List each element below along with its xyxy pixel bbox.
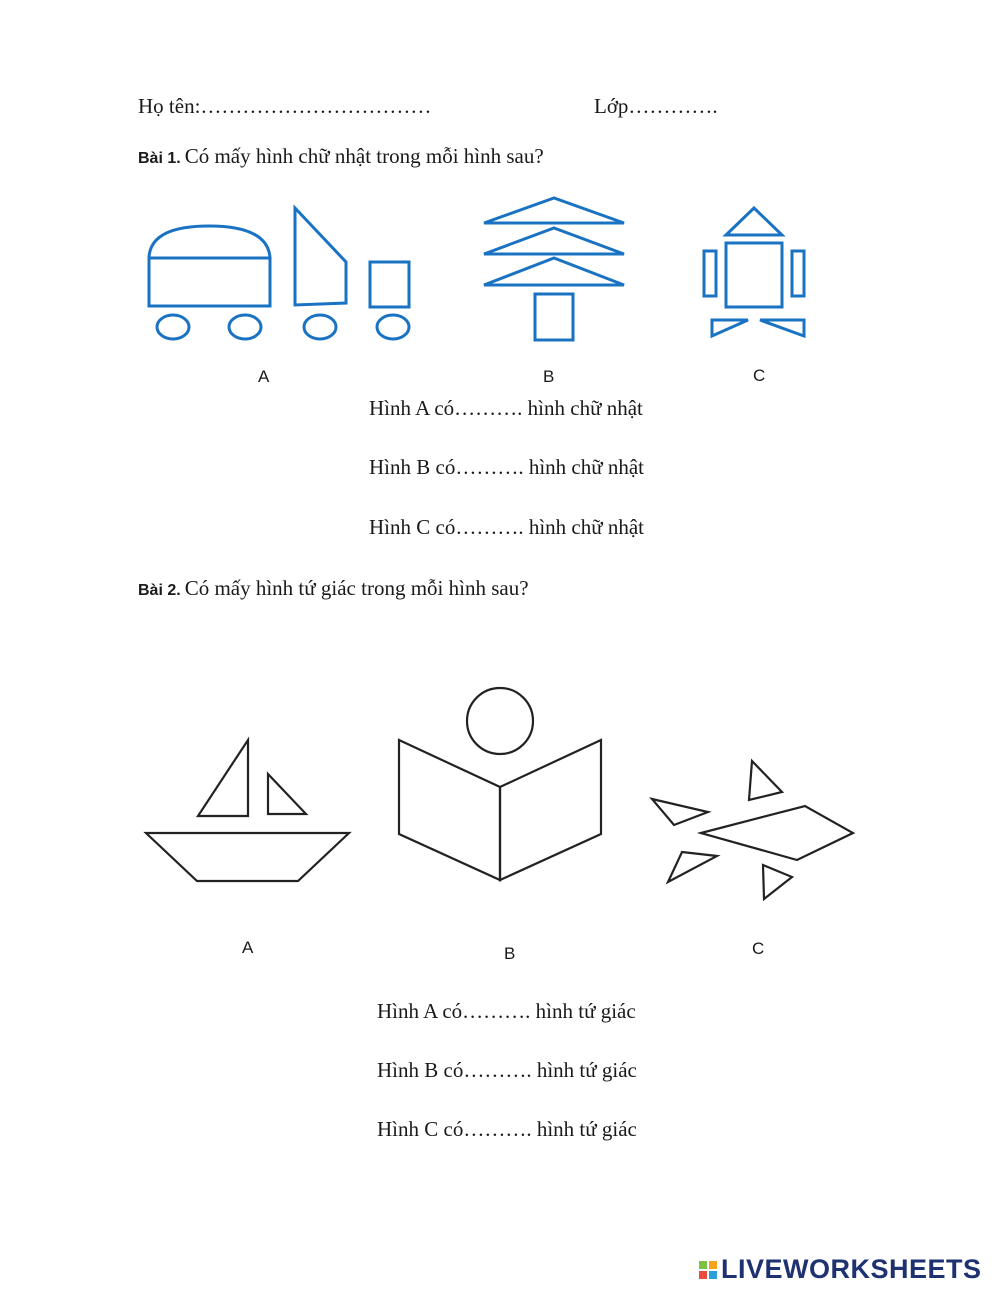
logo-blocks-icon xyxy=(698,1260,718,1280)
bird-triangle xyxy=(763,865,792,899)
rocket-fin xyxy=(712,320,748,336)
exercise1-question: Có mấy hình chữ nhật trong mỗi hình sau? xyxy=(184,144,544,168)
wheel xyxy=(377,315,409,339)
rocket-side-rect xyxy=(792,251,804,296)
ex1-label-a: A xyxy=(258,367,270,386)
logo-text: LIVEWORKSHEETS xyxy=(721,1254,982,1284)
exercise2-question: Có mấy hình tứ giác trong mỗi hình sau? xyxy=(184,576,529,600)
bird-triangle xyxy=(668,852,717,882)
tree-trunk-rect xyxy=(535,294,573,340)
truck-cab xyxy=(295,208,346,305)
truck-dome xyxy=(149,226,270,258)
ex2-figure-a xyxy=(146,740,349,881)
ex2-label-a: A xyxy=(242,938,254,957)
ex2-figure-c xyxy=(652,761,853,899)
bird-body-quad xyxy=(701,806,853,860)
head-circle xyxy=(467,688,533,754)
ex1-label-b: B xyxy=(543,367,555,386)
truck-body-rect xyxy=(149,258,270,306)
rocket-body-rect xyxy=(726,243,782,307)
truck-box-rect xyxy=(370,262,409,307)
ex1-answer-c[interactable]: Hình C có………. hình chữ nhật xyxy=(369,515,645,539)
wheel xyxy=(304,315,336,339)
student-name-field[interactable]: Họ tên:…………………………… xyxy=(138,94,432,118)
ex2-answer-b[interactable]: Hình B có………. hình tứ giác xyxy=(377,1058,637,1082)
ex1-label-c: C xyxy=(753,366,766,385)
exercise1-number: Bài 1. xyxy=(138,150,181,167)
tree-triangle xyxy=(484,198,624,223)
ex1-figure-b xyxy=(484,198,624,340)
sail-large xyxy=(198,740,248,816)
wheel xyxy=(157,315,189,339)
sail-small xyxy=(268,774,306,814)
rocket-side-rect xyxy=(704,251,716,296)
bird-triangle xyxy=(652,799,708,825)
wheel xyxy=(229,315,261,339)
tree-triangle xyxy=(484,258,624,285)
exercise2-heading xyxy=(138,576,529,601)
rocket-nose xyxy=(726,208,782,235)
bird-triangle xyxy=(749,761,782,800)
class-field[interactable]: Lớp…………. xyxy=(594,94,718,118)
ex2-label-b: B xyxy=(504,944,516,963)
ex1-figure-c xyxy=(704,208,804,336)
ex1-answer-b[interactable]: Hình B có………. hình chữ nhật xyxy=(369,455,645,479)
book-left-page xyxy=(399,740,500,880)
book-right-page xyxy=(500,740,601,880)
ex1-figure-a xyxy=(149,208,409,339)
liveworksheets-logo xyxy=(698,1254,982,1285)
boat-hull xyxy=(146,833,349,881)
ex2-answer-c[interactable]: Hình C có………. hình tứ giác xyxy=(377,1117,637,1141)
exercise2-number: Bài 2. xyxy=(138,582,181,599)
ex2-label-c: C xyxy=(752,939,765,958)
ex1-answer-a[interactable]: Hình A có………. hình chữ nhật xyxy=(369,396,643,420)
tree-triangle xyxy=(484,228,624,254)
ex2-figure-b xyxy=(399,688,601,880)
ex2-answer-a[interactable]: Hình A có………. hình tứ giác xyxy=(377,999,636,1023)
rocket-fin xyxy=(760,320,804,336)
